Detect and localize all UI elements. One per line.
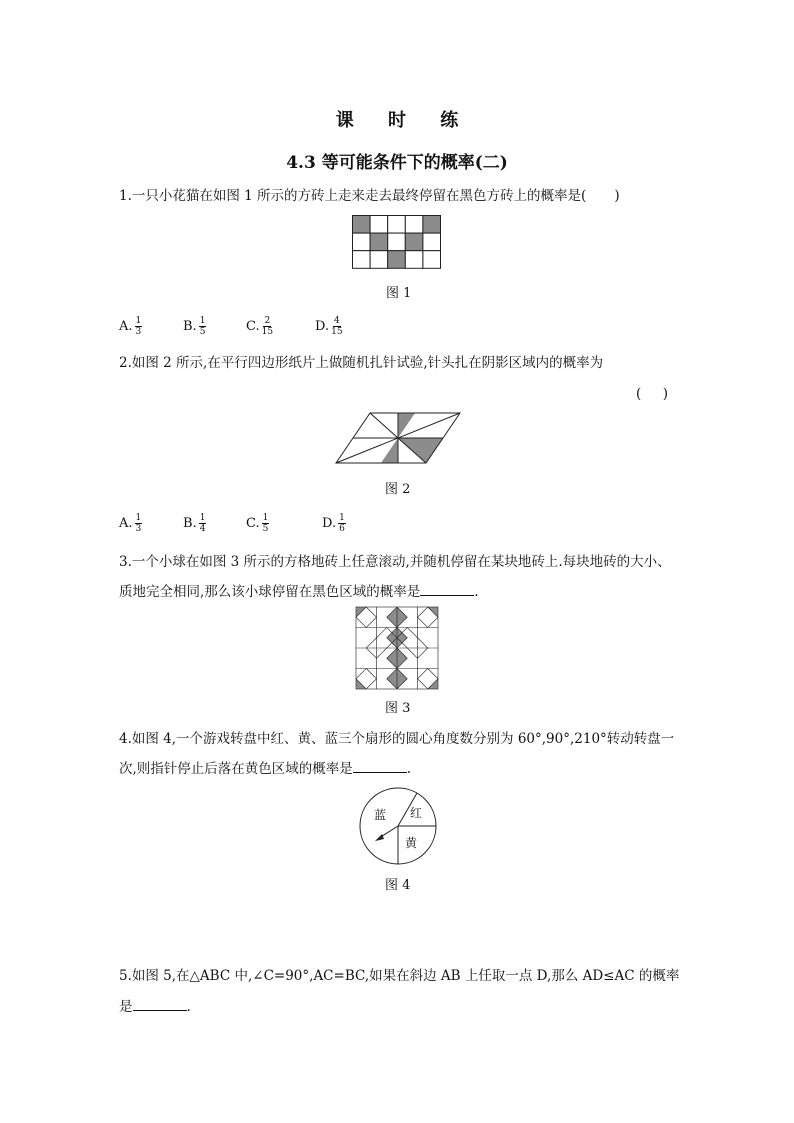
option-letter: A. (119, 319, 133, 334)
q5-line1: 5.如图 5,在△ABC 中,∠C=90°,AC=BC,如果在斜边 AB 上任取一点 D,那么 AD≤AC 的概率 (119, 968, 680, 984)
dark-tile (353, 216, 371, 234)
numerator: 1 (339, 513, 345, 523)
numerator: 1 (262, 513, 269, 523)
q3-caption: 图 3 (385, 701, 411, 716)
denominator: 15 (331, 327, 343, 337)
option-letter: B. (183, 516, 197, 531)
light-tile (370, 251, 388, 269)
spinner-label-yellow: 黄 (405, 836, 418, 850)
q3-line2 (119, 582, 479, 602)
q4-caption: 图 4 (385, 878, 411, 893)
light-tile (388, 233, 406, 251)
dark-tile (423, 216, 441, 234)
q2-answer-paren: ( ) (636, 386, 668, 402)
q2-parallelogram (336, 413, 460, 463)
denominator: 5 (262, 524, 269, 534)
option-letter: C. (246, 516, 260, 531)
q1-stem: 1.一只小花猫在如图 1 所示的方砖上走来走去最终停留在黑色方砖上的概率是( (119, 188, 587, 204)
denominator: 15 (261, 327, 274, 337)
denominator: 4 (199, 524, 206, 534)
numerator: 4 (333, 316, 340, 326)
q1-text (119, 186, 620, 206)
q4-period: . (406, 761, 412, 777)
q1-option-c[interactable] (246, 316, 273, 337)
light-tile (370, 216, 388, 234)
q5-answer-blank[interactable] (133, 998, 187, 1011)
q1-tile-grid (352, 215, 441, 269)
q4-line1: 4.如图 4,一个游戏转盘中红、黄、蓝三个扇形的圆心角度数分别为 60°,90°,210°转动转盘一 (119, 731, 675, 747)
denominator: 5 (199, 327, 206, 337)
option-letter: A. (119, 516, 133, 531)
numerator: 1 (135, 316, 142, 326)
q2-option-b[interactable] (183, 513, 206, 534)
light-tile (353, 233, 371, 251)
q4-stem: 次,则指针停止后落在黄色区域的概率是 (119, 761, 353, 777)
numerator: 1 (135, 513, 142, 523)
q2-option-c[interactable] (246, 513, 269, 534)
option-letter: B. (183, 319, 197, 334)
q3-line1: 3.一个小球在如图 3 所示的方格地砖上任意滚动,并随机停留在某块地砖上.每块地砖的大小、 (119, 554, 671, 570)
q1-close-paren: ) (614, 188, 620, 204)
spinner-label-red: 红 (410, 806, 423, 820)
q1-option-d[interactable] (315, 316, 343, 337)
q1-option-b[interactable] (183, 316, 206, 337)
page-title: 课 时 练 (335, 110, 473, 131)
q3-answer-blank[interactable] (420, 583, 474, 596)
light-tile (388, 216, 406, 234)
q4-line2 (119, 759, 411, 779)
dark-tile (388, 251, 406, 269)
q5-stem: 是 (119, 999, 133, 1015)
q2-text: 2.如图 2 所示,在平行四边形纸片上做随机扎针试验,针头扎在阴影区域内的概率为 (119, 355, 604, 371)
option-letter: D. (315, 319, 330, 334)
numerator: 1 (199, 513, 206, 523)
q1-caption: 图 1 (386, 286, 412, 301)
q2-option-a[interactable] (119, 513, 142, 534)
q2-caption: 图 2 (385, 482, 411, 497)
option-letter: D. (322, 516, 337, 531)
denominator: 6 (339, 524, 345, 534)
numerator: 2 (264, 316, 271, 326)
q5-period: . (186, 999, 191, 1015)
lesson-subtitle: 4.3 等可能条件下的概率(二) (286, 153, 508, 173)
light-tile (405, 251, 423, 269)
light-tile (423, 233, 441, 251)
spinner-label-blue: 蓝 (374, 808, 387, 822)
q2-option-d[interactable] (322, 513, 346, 534)
q4-answer-blank[interactable] (353, 760, 407, 773)
q3-tile-grid (356, 607, 438, 689)
q4-spinner (358, 786, 438, 866)
q1-option-a[interactable] (119, 316, 142, 337)
q5-line2 (119, 997, 191, 1017)
q3-stem: 质地完全相同,那么该小球停留在黑色区域的概率是 (119, 584, 421, 600)
light-tile (405, 216, 423, 234)
light-tile (353, 251, 371, 269)
denominator: 3 (135, 524, 142, 534)
dark-tile (370, 233, 388, 251)
denominator: 3 (135, 327, 142, 337)
light-tile (423, 251, 441, 269)
q3-period: . (474, 584, 479, 600)
numerator: 1 (199, 316, 206, 326)
option-letter: C. (246, 319, 260, 334)
dark-tile (405, 233, 423, 251)
